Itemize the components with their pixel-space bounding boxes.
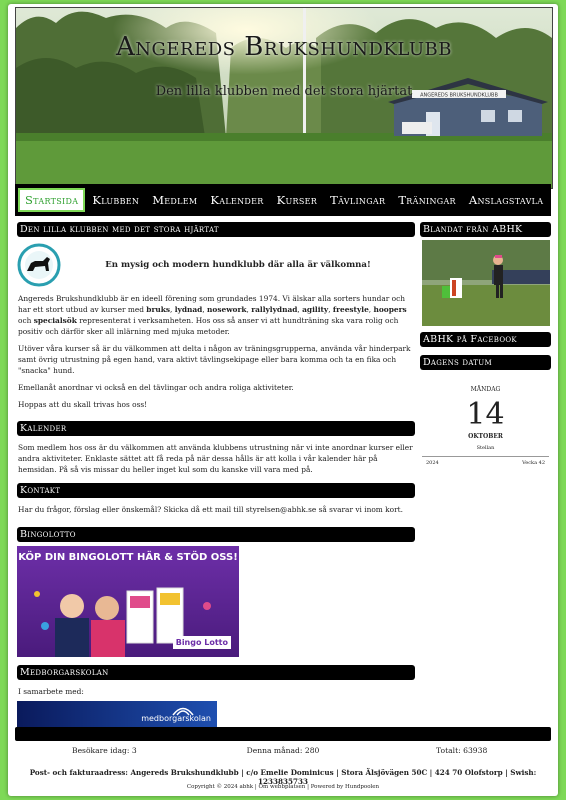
site-subtitle: Den lilla klubben med det stora hjärtat bbox=[155, 84, 413, 99]
mixed-photo[interactable] bbox=[422, 240, 550, 326]
date-year: 2024 bbox=[426, 460, 439, 466]
header-banner bbox=[15, 7, 553, 189]
sidebar bbox=[420, 222, 551, 466]
kontakt-heading: Kontakt bbox=[17, 483, 415, 498]
medborgarskolan-logo: medborgarskolan bbox=[141, 714, 211, 723]
kalender-heading: Kalender bbox=[17, 421, 415, 436]
nav-item-tavlingar[interactable]: Tävlingar bbox=[330, 193, 386, 207]
nav-item-anslagstavla[interactable]: Anslagstavla bbox=[468, 193, 544, 207]
medborgarskolan-logo-icon bbox=[171, 704, 195, 716]
visitors-today: Besökare idag: 3 bbox=[71, 746, 137, 755]
bingolotto-banner[interactable] bbox=[17, 546, 239, 657]
date-weekday: måndag bbox=[470, 384, 501, 394]
main-content bbox=[17, 222, 415, 727]
nav-item-kalender[interactable]: Kalender bbox=[210, 193, 264, 207]
nav-item-klubben[interactable]: Klubben bbox=[92, 193, 140, 207]
welcome-tagline: En mysig och modern hundklubb där alla är välkomna! bbox=[105, 260, 371, 270]
bingolotto-logo: Bingo Lotto bbox=[173, 636, 231, 649]
visitors-month: Denna månad: 280 bbox=[246, 746, 320, 755]
date-widget bbox=[420, 384, 551, 466]
facebook-heading[interactable]: ABHK på Facebook bbox=[420, 332, 551, 347]
mixed-heading: Blandat från ABHK bbox=[420, 222, 551, 237]
page-frame bbox=[8, 4, 558, 796]
club-logo bbox=[17, 243, 61, 287]
kontakt-text: Har du frågor, förslag eller önskemål? Skicka då ett mail till styrelsen@abhk.se så svarar vi inom kort. bbox=[18, 505, 403, 514]
date-week: Vecka 42 bbox=[522, 460, 545, 466]
welcome-paragraph-2: Utöver våra kurser så är du välkommen att delta i någon av träningsgrupperna, använda vår hinderpark samt övrig utrustning på egen hand, vara aktivt tävlingsekipage eller bara komma och ta en fika och "snacka" hund. bbox=[18, 344, 411, 375]
welcome-paragraph-1: Angereds Brukshundklubb är en ideell förening som grundades 1974. Vi älskar alla sorters hundar och har ett stort utbud av kurser med bruks, lydnad, nosework, rallylydnad, agility, freestyle, hoopers och specialsök representerat i verksamheten. Hos oss så anser vi att hundträning ska vara rolig och positiv och därför sker all inlärning med mjuka metoder. bbox=[18, 294, 407, 336]
date-heading: Dagens datum bbox=[420, 355, 551, 370]
medborgarskolan-heading: Medborgarskolan bbox=[17, 665, 415, 680]
visitor-stats bbox=[15, 746, 551, 755]
footer-address: Post- och fakturaadress: Angereds Brukshundklubb | c/o Emelie Dominicus | Stora Älsjövägen 50C | 424 70 Olofstorp | Swish: 1233835733 bbox=[29, 768, 537, 786]
site-title: Angereds Brukshundklubb bbox=[116, 32, 452, 62]
footer-bar bbox=[15, 727, 551, 741]
date-nameday: Stellan bbox=[476, 445, 495, 451]
building-sign: ANGEREDS BRUKSHUNDKLUBB bbox=[420, 92, 498, 99]
nav-item-startsida[interactable]: Startsida bbox=[18, 188, 85, 212]
medborgarskolan-banner[interactable] bbox=[17, 701, 217, 727]
main-nav bbox=[15, 184, 551, 216]
welcome-intro bbox=[17, 243, 415, 287]
footer-copyright: Copyright © 2024 abhk | Om webbplatsen | Powered by Hundpoolen bbox=[186, 784, 380, 790]
visitors-total: Totalt: 63938 bbox=[436, 746, 488, 755]
kalender-text: Som medlem hos oss är du välkommen att använda klubbens utrustning när vi inte anordnar kurser eller andra aktiviteter. Enklaste sättet att få reda på när dessa hålls är att kolla i vår kalender här på hemsidan. På så vis missar du heller inget kul som du kanske vill vara med på. bbox=[18, 443, 413, 474]
nav-item-kurser[interactable]: Kurser bbox=[276, 193, 318, 207]
welcome-paragraph-3: Emellanåt anordnar vi också en del tävlingar och andra roliga aktiviteter. bbox=[18, 383, 294, 392]
medborgarskolan-text: I samarbete med: bbox=[18, 687, 84, 696]
bingolotto-banner-text: KÖP DIN BINGOLOTT HÄR & STÖD OSS! bbox=[18, 552, 238, 563]
date-month: oktober bbox=[468, 430, 503, 440]
nav-item-medlem[interactable]: Medlem bbox=[152, 193, 198, 207]
bingolotto-heading: Bingolotto bbox=[17, 527, 415, 542]
welcome-heading: Den lilla klubben med det stora hjärtat bbox=[17, 222, 415, 237]
welcome-paragraph-4: Hoppas att du skall trivas hos oss! bbox=[18, 400, 148, 409]
nav-item-traningar[interactable]: Träningar bbox=[398, 193, 456, 207]
date-day: 14 bbox=[466, 397, 505, 432]
